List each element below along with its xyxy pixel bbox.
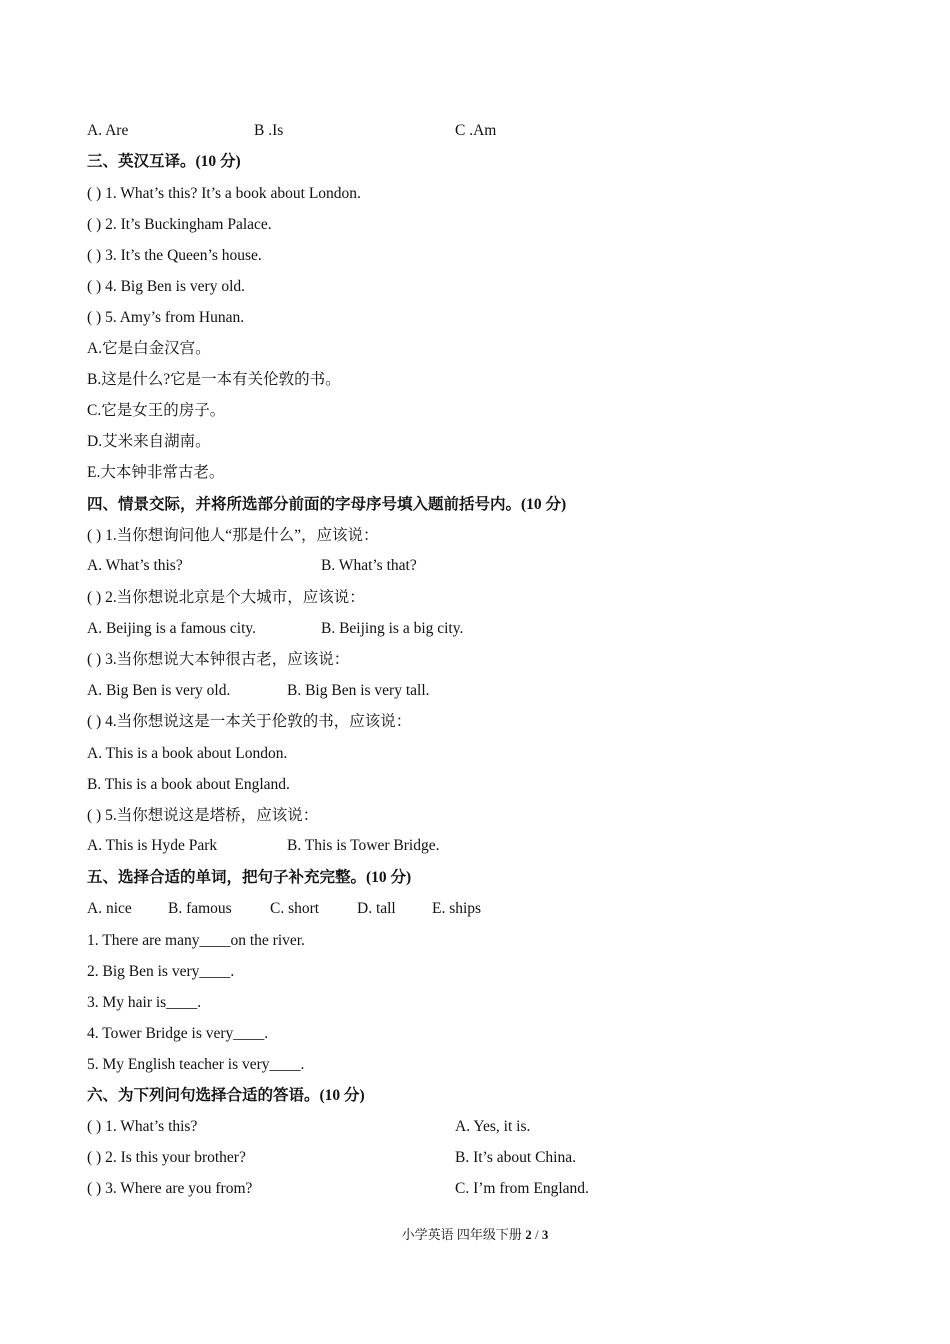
section4-question: ( ) 1.当你想询问他人“那是什么”，应该说： (87, 527, 379, 544)
section4-question: ( ) 3.当你想说大本钟很古老，应该说： (87, 651, 350, 668)
section3-choice: A.它是白金汉宫。 (87, 340, 211, 357)
section4-option: A. Beijing is a famous city. (87, 620, 257, 637)
fill-blank-item: 5. My English teacher is very____. (87, 1056, 305, 1073)
page-footer (0, 1224, 950, 1243)
footer-page-number: 2 (525, 1227, 532, 1242)
section4-option: A. What’s this? (87, 557, 183, 574)
fill-blank-item: 1. There are many____on the river. (87, 932, 305, 949)
section3-item: ( ) 5. Amy’s from Hunan. (87, 309, 245, 326)
fill-blank-item: 3. My hair is____. (87, 994, 202, 1011)
section4-question: ( ) 2.当你想说北京是个大城市，应该说： (87, 589, 365, 606)
section4-heading: 四、情景交际，并将所选部分前面的字母序号填入题前括号内。(10 分) (87, 496, 567, 513)
section4-option: B. This is Tower Bridge. (287, 837, 440, 854)
option-b: B .Is (254, 122, 284, 139)
section6-question: ( ) 1. What’s this? (87, 1118, 198, 1135)
section6-answer: A. Yes, it is. (455, 1118, 531, 1135)
section3-item: ( ) 2. It’s Buckingham Palace. (87, 216, 272, 233)
section6-question: ( ) 3. Where are you from? (87, 1180, 253, 1197)
section3-choice: E.大本钟非常古老。 (87, 464, 225, 481)
section3-item: ( ) 1. What’s this? It’s a book about London. (87, 185, 361, 202)
section6-question: ( ) 2. Is this your brother? (87, 1149, 246, 1166)
section4-option: B. Big Ben is very tall. (287, 682, 430, 699)
section6-heading: 六、为下列问句选择合适的答语。(10 分) (87, 1087, 365, 1104)
section3-item: ( ) 3. It’s the Queen’s house. (87, 247, 262, 264)
section4-option: B. This is a book about England. (87, 776, 290, 793)
word-option: B. famous (168, 900, 232, 917)
section3-choice: C.它是女王的房子。 (87, 402, 226, 419)
section6-answer: B. It’s about China. (455, 1149, 576, 1166)
section4-option: B. What’s that? (321, 557, 417, 574)
word-option: A. nice (87, 900, 132, 917)
word-option: D. tall (357, 900, 396, 917)
footer-separator: / (531, 1227, 542, 1242)
fill-blank-item: 2. Big Ben is very____. (87, 963, 235, 980)
section4-option: B. Beijing is a big city. (321, 620, 464, 637)
footer-page-total: 3 (541, 1227, 549, 1242)
section3-choice: D.艾米来自湖南。 (87, 433, 211, 450)
word-option: E. ships (432, 900, 482, 917)
section3-heading: 三、英汉互译。(10 分) (87, 153, 241, 170)
section3-choice: B.这是什么?它是一本有关伦敦的书。 (87, 371, 341, 388)
fill-blank-item: 4. Tower Bridge is very____. (87, 1025, 269, 1042)
section5-heading: 五、选择合适的单词，把句子补充完整。(10 分) (87, 869, 412, 886)
section4-question: ( ) 4.当你想说这是一本关于伦敦的书，应该说： (87, 713, 412, 730)
option-c: C .Am (455, 122, 497, 139)
section4-option: A. This is a book about London. (87, 745, 288, 762)
option-a: A. Are (87, 122, 129, 139)
section4-option: A. Big Ben is very old. (87, 682, 231, 699)
footer-subject: 小学英语 四年级下册 (401, 1227, 522, 1242)
section3-item: ( ) 4. Big Ben is very old. (87, 278, 245, 295)
word-option: C. short (270, 900, 320, 917)
section6-answer: C. I’m from England. (455, 1180, 589, 1197)
section4-question: ( ) 5.当你想说这是塔桥，应该说： (87, 807, 319, 824)
section4-option: A. This is Hyde Park (87, 837, 218, 854)
